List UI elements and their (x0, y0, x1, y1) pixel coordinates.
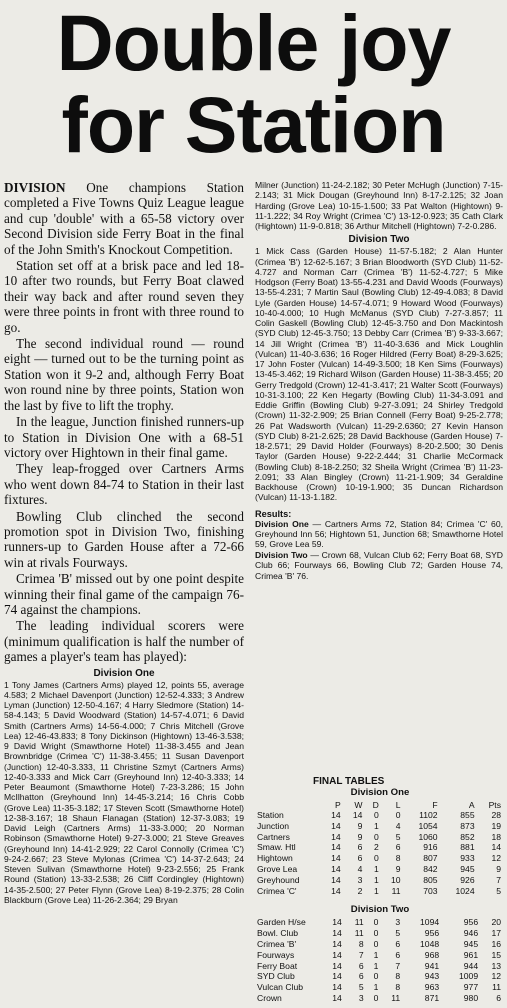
table-cell: 8 (395, 982, 401, 993)
table-cell: 14 (352, 810, 363, 820)
table-row (255, 810, 503, 821)
table-cell: 1 (373, 982, 379, 993)
table-cell: 14 (332, 971, 342, 982)
table-cell: 916 (423, 842, 438, 853)
table-cell: 11 (391, 885, 401, 896)
league-table-div-two (255, 917, 503, 1003)
team-name: Greyhound (257, 874, 300, 885)
results-div-one: Division One — Cartners Arms 72, Station 84; Crimea 'C' 60, Greyhound Inn 56; Hightown 51, Junction 68; Smawthorne Hotel 59, Grove Lea 59. (255, 518, 504, 549)
table-cell: 14 (331, 842, 341, 853)
story-paragraph: Station set off at a brisk pace and led 18-10 after two rounds, but Ferry Boat clawed their way back and after round seven they were three points in front with three round to go. (4, 258, 244, 335)
scorers-div-two-title: Division Two (348, 234, 410, 246)
col-w: W (354, 800, 363, 810)
col-p: P (334, 800, 341, 810)
table-cell: 20 (491, 917, 501, 928)
table-cell: 12 (491, 853, 501, 864)
col-pts: Pts (488, 800, 501, 810)
table-cell: 0 (374, 831, 379, 842)
league-table-div-one (255, 800, 503, 896)
right-column (255, 180, 503, 582)
story-paragraph: In the league, Junction finished runners-up to Station in Division One with a 68-51 victory over Hightown in their final game. (4, 414, 244, 460)
table-div-two-title: Division Two (350, 904, 410, 916)
table-row (255, 917, 503, 928)
table-cell: 19 (491, 820, 501, 831)
team-name: Junction (257, 820, 290, 831)
table-cell: 945 (463, 938, 479, 949)
story-paragraph: DIVISION One champions Station completed a Five Towns Quiz League league and cup 'double' with a 65-58 victory over Second Division side Ferry Boat in the final of the John Smith's Knockout Competition. (4, 180, 244, 257)
results-div-two: Division Two — Crown 68, Vulcan Club 62; Ferry Boat 68, SYD Club 66; Fourways 66, Bowling Club 72; Garden House 74, Crimea 'B' 76. (255, 550, 504, 581)
table-cell: 703 (423, 885, 438, 896)
table-cell: 956 (424, 928, 440, 939)
table-cell: 14 (331, 874, 341, 885)
table-cell: 6 (395, 938, 401, 949)
table-cell: 14 (332, 992, 342, 1003)
table-cell: 855 (460, 810, 475, 820)
table-cell: 963 (424, 982, 440, 993)
table-cell: 2 (357, 885, 363, 896)
table-cell: 14 (331, 810, 341, 820)
table-cell: 0 (373, 928, 379, 939)
headline (0, 0, 507, 169)
table-cell: 14 (491, 842, 501, 853)
table-cell: 5 (496, 885, 501, 896)
table-cell: 16 (491, 938, 501, 949)
table-cell: 946 (463, 928, 479, 939)
table-cell: 807 (423, 853, 438, 864)
table-cell: 945 (460, 863, 475, 874)
table-cell: 1094 (420, 917, 440, 928)
story-paragraph: Crimea 'B' missed out by one point despite winning their final game of the campaign 76-74 against the champions. (4, 571, 244, 617)
final-tables (255, 776, 505, 1004)
table-cell: 14 (331, 863, 341, 874)
table-header-row (255, 800, 503, 810)
team-name: Crown (257, 992, 282, 1003)
table-cell: 4 (357, 863, 363, 874)
table-row (255, 853, 503, 864)
table-cell: 3 (395, 917, 401, 928)
table-cell: 0 (374, 853, 379, 864)
team-name: SYD Club (257, 971, 295, 982)
table-row (255, 950, 503, 961)
col-a: A (468, 800, 475, 810)
team-name: Cartners (257, 831, 290, 842)
table-cell: 15 (491, 949, 501, 960)
table-cell: 6 (357, 853, 363, 864)
table-row (255, 821, 503, 832)
table-row (255, 961, 503, 972)
table-cell: 961 (463, 949, 479, 960)
table-cell: 14 (332, 949, 342, 960)
table-cell: 14 (332, 928, 342, 939)
table-cell: 9 (496, 863, 501, 874)
table-cell: 14 (331, 820, 341, 831)
team-name: Vulcan Club (257, 982, 304, 993)
table-cell: 0 (373, 971, 379, 982)
table-cell: 28 (491, 810, 501, 820)
col-l: L (395, 800, 401, 810)
table-cell: 0 (373, 938, 379, 949)
table-cell: 5 (358, 982, 364, 993)
table-cell: 14 (331, 831, 341, 842)
table-row (255, 886, 503, 897)
table-cell: 11 (492, 982, 501, 993)
table-cell: 941 (424, 960, 440, 971)
col-f: F (432, 800, 438, 810)
table-cell: 8 (395, 853, 401, 864)
table-cell: 980 (463, 992, 479, 1003)
table-cell: 3 (357, 874, 363, 885)
final-tables-title: FINAL TABLES (313, 776, 385, 787)
table-cell: 1 (374, 863, 379, 874)
table-cell: 1102 (419, 810, 438, 820)
table-row (255, 875, 503, 886)
table-row (255, 842, 503, 853)
table-cell: 926 (460, 874, 475, 885)
table-cell: 9 (357, 831, 363, 842)
story-paragraph: Bowling Club clinched the second promotion spot in Division Two, finishing runners-up to Garden House after a 72-66 win at rivals Fourways. (4, 508, 244, 570)
scorers-div-one-continued: Milner (Junction) 11-24-2.182; 30 Peter McHugh (Junction) 7-15-2.143; 31 Mick Dougan (Greyhound Inn) 8-17-2.125; 32 Joan Harding (Grove Lea) 10-15-1.500; 33 Pat Walton (Hightown) 9-11-1.222; 34 Roy Wright (Crimea 'C') 13-12-0.923; 35 Cath Clark (Hightown) 11-9-0.818; 36 Arthur Mitchell (Hightown) 7-2-0.286. (255, 180, 503, 231)
team-name: Fourways (257, 949, 295, 960)
table-cell: 7 (395, 960, 401, 971)
table-cell: 805 (423, 874, 438, 885)
table-cell: 7 (358, 949, 364, 960)
scorers-div-two-list: 1 Mick Cass (Garden House) 11-57-5.182; 2 Alan Hunter (Crimea 'B') 12-62-5.167; 3 Brian Bloodworth (SYD Club) 11-52-4.727 and Norman Carr (Crimea 'B') 11-52-4.727; 5 Mike Hodgson (Ferry Boat) 13-55-4.231 and David Woods (Fourways) 13-55-4.231; 7 Martin Saul (Bowling Club) 12-49-4.083; 8 David Lyle (Garden House) 14-57-4.071; 9 Howard Wood (Fourways) 10-40-4.000; 10 Hugh McManus (SYD Club) 7-27-3.857; 11 Colin Gaskell (Bowling Club) 12-45-3.750 and Don Mackintosh (SYD Club) 12-45-3.750; 13 Debby Carr (Crimea 'B') 9-33-3.667; 14 Jill Wright (Crimea 'B') 11-40-3.636 and Mick Loughlin (Vulcan) 11-40-3.636; 16 Roger Hildred (Ferry Boat) 8-29-3.625; 17 John Foster (Vulcan) 14-49-3.500; 18 Ken Sims (Fourways) 13-45-3.462; 19 Richard Wilson (Garden House) 11-38-3.455; 20 Gerry Tredgold (Crown) 12-41-3.417; 21 Walter Scott (Fourways) 10-31-3.100; 22 Ken Hegarty (Bowling Club) 11-34-3.091 and Eddie Griffin (Bowling Club) 9-27-3.091; 24 Shirley Tredgold (Crown) 11-32-2.909; 25 Brian Connell (Ferry Boat) 9-25-2.778; 26 Pat Wadsworth (Vulcan) 11-29-2.6360; 27 Kevin Hanson (SYD Club) 8-21-2.625; 28 David Backhouse (Garden House) 7-18-2.571; 29 David Holder (Fourways) 8-20-2.500; 30 Denis Taylor (Garden House) 9-22-2.444; 31 Charlie McCormack (Bowling Club) 8-18-2.250; 32 Sheila Wright (Crimea 'B') 11-23-2.091; 33 Alan Bingley (Crown) 11-21-1.909; 34 Geraldine Backhouse (Crown) 10-19-1.900; 35 Duncan Richardson (Vulcan) 11-13-1.182. (255, 246, 503, 503)
headline-line-2: for Station (61, 80, 446, 169)
table-cell: 7 (496, 874, 501, 885)
table-cell: 14 (332, 917, 342, 928)
table-cell: 9 (357, 820, 363, 831)
results-heading: Results: (255, 508, 292, 519)
table-cell: 944 (463, 960, 479, 971)
scorers-div-one-title: Division One (93, 667, 155, 679)
table-cell: 873 (460, 820, 475, 831)
table-cell: 3 (358, 992, 364, 1003)
table-cell: 1 (374, 820, 379, 831)
table-cell: 14 (332, 982, 342, 993)
table-cell: 1 (374, 885, 379, 896)
table-cell: 933 (460, 853, 475, 864)
table-div-one-title: Division One (350, 787, 410, 798)
table-cell: 842 (423, 863, 438, 874)
table-cell: 0 (373, 992, 379, 1003)
table-cell: 956 (463, 917, 479, 928)
table-cell: 1060 (418, 831, 438, 842)
table-row (255, 982, 503, 993)
table-cell: 10 (390, 874, 401, 885)
table-cell: 14 (332, 960, 342, 971)
table-cell: 1048 (420, 938, 440, 949)
table-cell: 881 (460, 842, 475, 853)
table-cell: 1024 (455, 885, 475, 896)
story-lead: DIVISION (4, 180, 66, 195)
team-name: Station (257, 810, 284, 820)
table-cell: 14 (331, 885, 341, 896)
col-d: D (372, 800, 379, 810)
table-cell: 1 (373, 949, 379, 960)
table-cell: 8 (358, 938, 364, 949)
story-body (4, 180, 244, 665)
table-cell: 11 (354, 928, 364, 939)
table-cell: 5 (395, 928, 401, 939)
table-cell: 1009 (458, 971, 479, 982)
table-cell: 6 (358, 971, 364, 982)
table-cell: 14 (331, 853, 341, 864)
team-name: Garden H/se (257, 917, 306, 928)
table-cell: 17 (491, 928, 501, 939)
table-cell: 1 (374, 874, 379, 885)
team-name: Hightown (257, 853, 293, 864)
table-cell: 0 (373, 917, 379, 928)
headline-line-1: Double joy (56, 0, 451, 87)
story-paragraph: They leap-frogged over Cartners Arms who went down 84-74 to Station in their last fixtures. (4, 461, 244, 508)
team-name: Ferry Boat (257, 960, 298, 971)
table-row (255, 939, 503, 950)
table-cell: 2 (374, 842, 379, 853)
table-cell: 8 (395, 971, 401, 982)
table-row (255, 971, 503, 982)
table-row (255, 993, 503, 1004)
table-cell: 852 (460, 831, 475, 842)
table-cell: 977 (463, 982, 479, 993)
table-cell: 11 (354, 917, 364, 928)
left-column (4, 180, 244, 905)
table-cell: 1054 (418, 820, 438, 831)
table-row (255, 928, 503, 939)
table-cell: 6 (357, 842, 363, 853)
team-name: Bowl. Club (257, 928, 299, 939)
table-row (255, 832, 503, 843)
story-paragraph: The second individual round — round eight — turned out to be the turning point as Station won it 9-2 and, although Ferry Boat won round nine by three points, Station won the last by five to lift the trophy. (4, 336, 244, 413)
table-cell: 968 (424, 949, 440, 960)
scorers-div-one-list: 1 Tony James (Cartners Arms) played 12, points 55, average 4.583; 2 Michael Davenport (Junction) 12-52-4.333; 3 Andrew Lyman (Junction) 12-50-4.167; 4 Harry Sledmore (Station) 14-58-4.143; 5 David Woodward (Station) 14-57-4.071; 6 David Smith (Cartners Arms) 14-56-4.000; 7 Chris Mitchell (Grove Lea) 12-46-43.833; 8 Tony Dickinson (Hightown) 13-46-3.538; 9 David Wright (Smawthorne Hotel) 11-38-3.455 and Jean Brownbridge (Crimea 'C') 11-38-3.455; 11 Susan Davenport (Junction) 12-40-3.333, 11 Christine Szmyt (Cartners Arms) 12-40-3.333 and Mick Carr (Greyhound Inn) 12-40-3.333; 14 Peter Beaumont (Smawthorne Hotel) 7-23-3.286; 15 John McIlhatton (Greyhound Inn) 14-45-3.214; 16 Chris Cobb (Grove Lea) 11-35-3.182; 17 Steven Scott (Smawthorne Hotel) 12-38-3.167; 18 Shaun Flanagan (Station) 12-37-3.083; 19 David Leigh (Cartners Arms) 11-33-3.000; 20 Norman Robinson (Smawthorne Hotel) 9-27-3.000; 21 Steve Greaves (Greyhound Inn) 14-41-2.929; 22 Carol Connolly (Crimea 'C') 9-24-2.667; 23 Steve Mylonas (Crimea 'C') 14-37-2.643; 24 Steven Sulivan (Smawthorne Hotel) 9-23-2.556; 25 Frank Round (Station) 13-33-2.538; 26 Cliff Cordingley (Hightown) 14-35-2.500; 27 Peter Flynn (Grove Lea) 8-19-2.375; 28 Colin Blackburn (Grove Lea) 11-26-2.364; 29 Bryan (4, 679, 244, 905)
table-cell: 5 (395, 831, 401, 842)
team-name: Smaw. Htl (257, 842, 296, 853)
table-cell: 6 (358, 960, 364, 971)
table-cell: 6 (496, 992, 501, 1003)
team-name: Grove Lea (257, 863, 298, 874)
table-cell: 6 (395, 949, 401, 960)
team-name: Crimea 'C' (257, 885, 297, 896)
table-cell: 4 (395, 820, 401, 831)
table-cell: 6 (395, 842, 401, 853)
table-cell: 18 (491, 831, 501, 842)
table-cell: 1 (373, 960, 379, 971)
table-cell: 871 (424, 992, 440, 1003)
table-cell: 11 (391, 992, 401, 1003)
table-cell: 13 (491, 960, 501, 971)
table-row (255, 864, 503, 875)
table-cell: 9 (395, 863, 401, 874)
table-cell: 12 (491, 971, 501, 982)
team-name: Crimea 'B' (257, 938, 297, 949)
table-cell: 14 (332, 938, 342, 949)
table-cell: 0 (395, 810, 401, 820)
table-cell: 943 (424, 971, 440, 982)
story-paragraph: The leading individual scorers were (minimum qualification is half the number of games a player's team has played): (4, 618, 244, 665)
table-cell: 0 (374, 810, 379, 820)
